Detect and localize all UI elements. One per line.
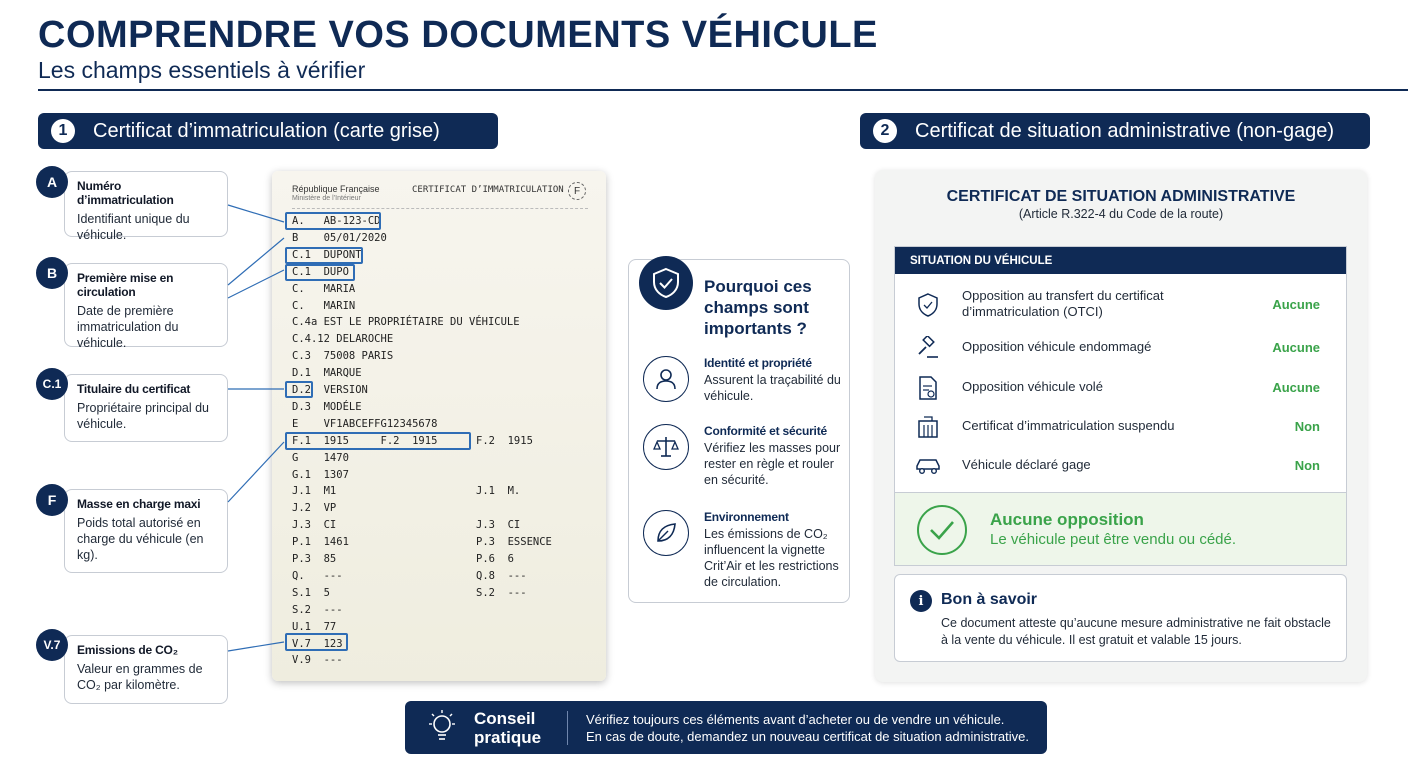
why-item-title: Conformité et sécurité <box>704 424 827 438</box>
situation-row-otci <box>895 285 1346 323</box>
annotation-badge-b: B <box>36 257 68 289</box>
why-item-title: Identité et propriété <box>704 356 812 370</box>
doc-field: B 05/01/2020 <box>292 231 387 244</box>
highlight-field-v7 <box>285 633 348 651</box>
doc-field: P.3 85 <box>292 553 337 565</box>
doc-field-row <box>292 553 514 565</box>
doc-field: F.1 1915 F.2 1915 <box>292 434 438 447</box>
situation-label: Opposition véhicule endommagé <box>962 339 1152 354</box>
highlight-field-f <box>285 432 471 450</box>
doc-field: C.3 75008 PARIS <box>292 350 394 363</box>
page-subtitle: Les champs essentiels à vérifier <box>38 57 366 83</box>
doc-field: Q. --- <box>292 569 343 582</box>
doc-field-row <box>292 367 362 379</box>
annotation-description: Date de première immatriculation du véhicule. <box>77 304 179 350</box>
doc-field-secondary: P.3 ESSENCE <box>476 536 552 549</box>
page-title: COMPRENDRE VOS DOCUMENTS VÉHICULE <box>38 14 878 56</box>
situation-label: Certificat d’immatriculation suspendu <box>962 418 1175 433</box>
annotation-card-f <box>64 489 228 573</box>
doc-field: J.3 CI <box>292 519 337 532</box>
annotation-description: Valeur en grammes de CO₂ par kilomètre. <box>77 662 203 692</box>
doc-field-row <box>292 401 362 413</box>
section-banner-administrative <box>860 113 1370 149</box>
doc-field: U.1 77 <box>292 620 337 633</box>
doc-field-row <box>292 536 552 549</box>
doc-field-row <box>292 350 393 362</box>
situation-label: Véhicule déclaré gage <box>962 457 1091 472</box>
why-item-description: Vérifiez les masses pour rester en règle et rouler en sécurité. <box>704 441 841 487</box>
building-icon <box>915 414 941 440</box>
situation-row-suspended <box>895 407 1346 445</box>
annotation-description: Identifiant unique du véhicule. <box>77 212 190 242</box>
scales-icon <box>643 424 689 470</box>
doc-field-row <box>292 232 387 244</box>
doc-field: J.2 VP <box>292 502 337 515</box>
highlight-field-c1 <box>285 247 363 264</box>
tip-title-line1: Conseil <box>474 709 536 728</box>
admin-cert-subtitle: (Article R.322-4 du Code de la route) <box>1018 207 1224 221</box>
good-to-know-box <box>894 574 1347 662</box>
highlight-field-d2 <box>285 381 313 398</box>
doc-field-secondary: S.2 --- <box>476 586 527 599</box>
annotation-badge-a: A <box>36 166 68 198</box>
header-divider <box>38 89 1408 91</box>
car-icon <box>915 453 941 479</box>
doc-divider <box>292 208 588 209</box>
doc-field-secondary: J.1 M. <box>476 485 521 498</box>
doc-field: J.1 M1 <box>292 485 337 498</box>
annotation-badge-v7: V.7 <box>36 629 68 661</box>
tip-title-line2: pratique <box>474 728 542 747</box>
situation-value: Aucune <box>1272 379 1320 395</box>
doc-field-secondary: Q.8 --- <box>476 569 527 582</box>
admin-cert-title: CERTIFICAT DE SITUATION ADMINISTRATIVE <box>946 188 1296 205</box>
doc-field: C. MARIA <box>292 282 356 295</box>
lightbulb-icon <box>425 709 459 747</box>
annotation-title: Masse en charge maxi <box>77 497 201 511</box>
doc-field-row <box>292 519 521 532</box>
doc-field: E VF1ABCEFFG12345678 <box>292 417 438 430</box>
annotation-badge-f: F <box>36 484 68 516</box>
annotation-title: Numéro d’immatriculation <box>77 179 174 207</box>
annotation-title: Emissions de CO₂ <box>77 643 178 657</box>
section-banner-registration <box>38 113 498 149</box>
section-title: Certificat de situation administrative (non-gage) <box>915 119 1335 142</box>
info-icon: i <box>910 590 932 612</box>
tip-line1: Vérifiez toujours ces éléments avant d’acheter ou de vendre un véhicule. <box>586 712 1005 727</box>
doc-field-row <box>292 452 349 464</box>
doc-field: C.1 DUPO <box>292 265 349 278</box>
person-icon <box>643 356 689 402</box>
vehicle-situation-header: SITUATION DU VÉHICULE <box>895 247 1346 274</box>
situation-row-stolen <box>895 368 1346 406</box>
situation-row-damaged <box>895 328 1346 366</box>
why-item-description: Assurent la traçabilité du véhicule. <box>704 373 841 403</box>
doc-field-row <box>292 469 349 481</box>
doc-field: S.1 5 <box>292 586 330 599</box>
doc-field: P.1 1461 <box>292 536 349 549</box>
doc-field-row <box>292 586 527 599</box>
doc-field-row <box>292 569 527 582</box>
doc-field-secondary: P.6 6 <box>476 553 514 565</box>
why-item-description: Les émissions de CO₂ influencent la vignette Crit’Air et les restrictions de circulation. <box>704 527 839 589</box>
doc-field: C. MARIN <box>292 299 356 312</box>
shield-check-icon <box>639 256 693 310</box>
tip-title <box>474 709 541 747</box>
doc-field: D.1 MARQUE <box>292 367 362 380</box>
doc-field-row <box>292 316 520 328</box>
why-important-card <box>628 259 850 603</box>
why-card-title: Pourquoi ces champs sont importants ? <box>704 277 812 338</box>
situation-label: Opposition au transfert du certificat d’immatriculation (OTCI) <box>962 288 1164 319</box>
situation-value: Non <box>1294 418 1320 434</box>
doc-field-row <box>292 502 336 514</box>
section-number: 1 <box>51 119 75 143</box>
doc-field: C.1 DUPONT <box>292 248 362 261</box>
shield-icon <box>915 292 941 318</box>
doc-field-row <box>292 418 437 430</box>
doc-field-row <box>292 333 393 345</box>
section-title: Certificat d’immatriculation (carte grise) <box>93 119 440 142</box>
annotation-title: Première mise en circulation <box>77 271 174 299</box>
annotation-card-c1 <box>64 374 228 442</box>
doc-field-row <box>292 485 521 498</box>
result-text: Le véhicule peut être vendu ou cédé. <box>990 531 1237 548</box>
document-icon <box>915 375 941 401</box>
gavel-icon <box>915 335 941 361</box>
why-item-title: Environnement <box>704 510 789 524</box>
doc-field: V.7 123 <box>292 637 343 650</box>
doc-field: G.1 1307 <box>292 468 349 481</box>
check-circle-icon <box>917 505 967 555</box>
annotation-description: Propriétaire principal du véhicule. <box>77 401 210 431</box>
vehicle-situation-box <box>894 246 1347 566</box>
doc-field: D.2 VERSION <box>292 384 368 396</box>
no-opposition-result <box>895 492 1346 565</box>
annotation-badge-c1: C.1 <box>36 368 68 400</box>
good-to-know-title: Bon à savoir <box>941 591 1038 608</box>
doc-field: C.4a EST LE PROPRIÉTAIRE DU VÉHICULE <box>292 316 520 329</box>
situation-value: Aucune <box>1272 296 1320 312</box>
doc-title: CERTIFICAT D’IMMATRICULATION <box>412 185 564 195</box>
doc-field: C.4.12 DELAROCHE <box>292 333 394 346</box>
situation-row-pledged <box>895 446 1346 484</box>
situation-value: Aucune <box>1272 339 1320 355</box>
highlight-field-a <box>285 212 381 230</box>
doc-field-row <box>292 604 343 616</box>
result-title: Aucune opposition <box>990 510 1144 529</box>
doc-field-row <box>292 654 343 666</box>
doc-field: D.3 MODÉLE <box>292 400 362 413</box>
doc-field-secondary: F.2 1915 <box>476 434 533 447</box>
administrative-certificate <box>875 170 1367 682</box>
doc-field-row <box>292 300 355 312</box>
doc-field: V.9 --- <box>292 654 343 667</box>
tip-line2: En cas de doute, demandez un nouveau certificat de situation administrative. <box>586 729 1029 744</box>
annotation-title: Titulaire du certificat <box>77 382 191 396</box>
doc-field-secondary: J.3 CI <box>476 519 521 532</box>
doc-country-sub: Ministère de l’Intérieur <box>292 195 361 202</box>
annotation-card-v7 <box>64 635 228 704</box>
section-number: 2 <box>873 119 897 143</box>
doc-field: A. AB-123-CD <box>292 215 381 227</box>
annotation-card-b <box>64 263 228 350</box>
leaf-icon <box>643 510 689 556</box>
country-code-icon: F <box>568 182 586 200</box>
situation-label: Opposition véhicule volé <box>962 379 1103 394</box>
doc-field-row <box>292 283 355 295</box>
doc-country: République Française <box>292 184 380 194</box>
highlight-field-c1-alt <box>285 264 355 281</box>
situation-value: Non <box>1294 457 1320 473</box>
practical-tip-bar <box>405 701 1047 754</box>
doc-field: G 1470 <box>292 451 349 464</box>
doc-field: S.2 --- <box>292 603 343 616</box>
annotation-card-a <box>64 171 228 242</box>
doc-field-row <box>292 621 336 633</box>
registration-certificate-document <box>272 171 606 681</box>
annotation-description: Poids total autorisé en charge du véhicule (en kg). <box>77 516 204 562</box>
tip-divider <box>567 711 568 745</box>
good-to-know-text: Ce document atteste qu’aucune mesure administrative ne fait obstacle à la vente du véhicule. Il est gratuit et valable 15 jours. <box>941 616 1331 647</box>
tip-text <box>586 711 1029 745</box>
